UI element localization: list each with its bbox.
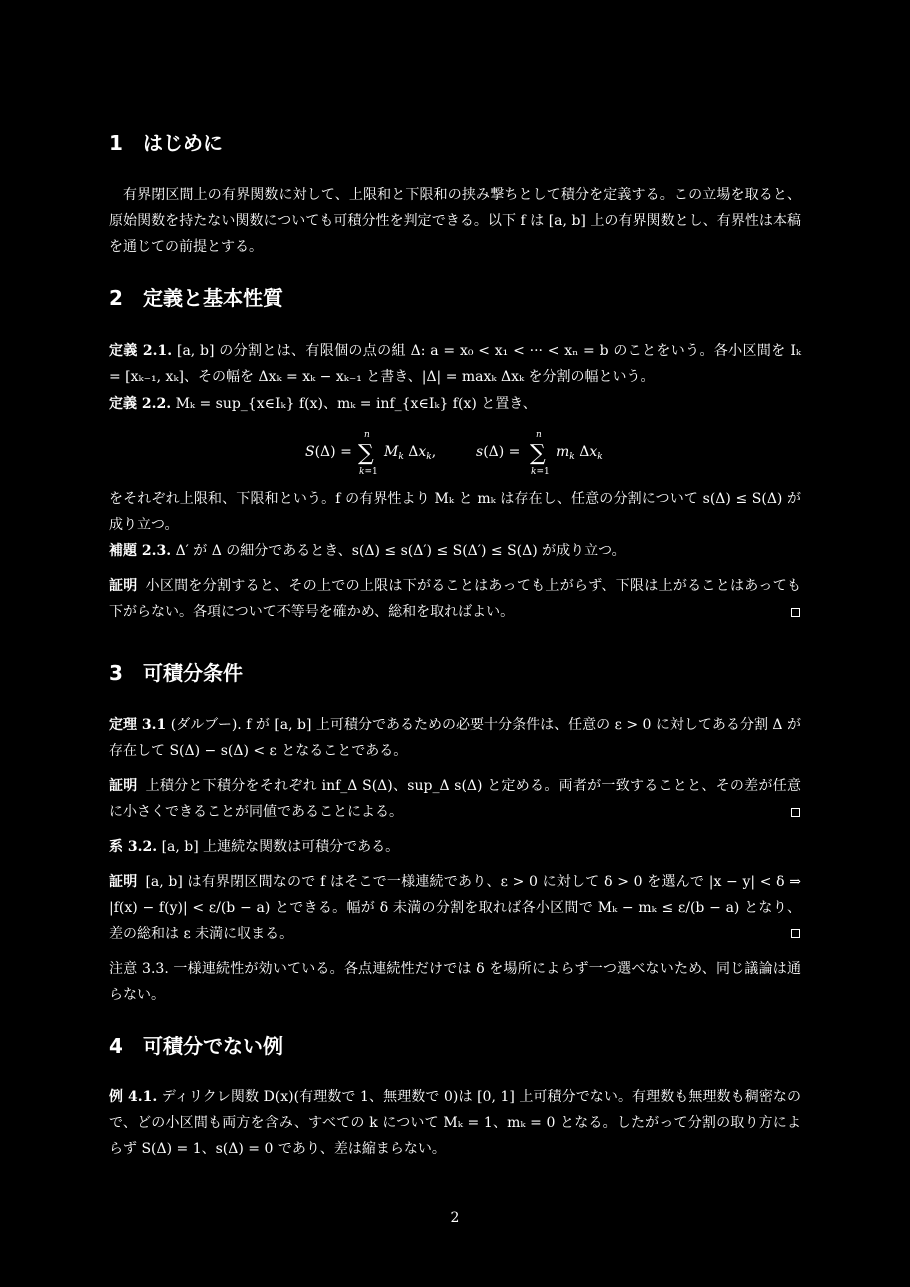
proof-label: 証明 — [109, 578, 138, 594]
proof-text: 上積分と下積分をそれぞれ inf_Δ S(Δ)、sup_Δ s(Δ) と定める。両者が一致することと、その差が任意に小さくできることが同値であることによる。 — [109, 778, 802, 820]
section-number: 1 — [109, 131, 123, 155]
section-title: 可積分でない例 — [143, 1034, 283, 1058]
definition-2-2 — [109, 391, 801, 417]
display-equation — [300, 427, 610, 477]
lower-sum-lhs: s(Δ) = — [476, 444, 521, 460]
proof-theorem-3-1 — [109, 773, 801, 825]
upper-limit: n — [364, 430, 370, 440]
definition-2-1 — [109, 338, 801, 390]
upper-sum-lhs: S(Δ) = — [305, 444, 352, 460]
qed-symbol — [791, 608, 800, 617]
corollary-label: 系 3.2. — [109, 839, 158, 855]
corollary-3-2 — [109, 834, 801, 860]
lemma-text: Δ′ が Δ の細分であるとき、s(Δ) ≤ s(Δ′) ≤ S(Δ′) ≤ S(Δ) が成り立つ。 — [175, 543, 626, 559]
lower-limit: k=1 — [359, 467, 378, 477]
remark-text: 一様連続性が効いている。各点連続性だけでは δ を場所によらず一つ選べないため、同じ議論は通らない。 — [109, 961, 801, 1003]
section-title: はじめに — [143, 131, 223, 155]
theorem-3-1 — [109, 712, 801, 764]
theorem-text: f が [a, b] 上可積分であるための必要十分条件は、任意の ε > 0 に対してある分割 Δ が存在して S(Δ) − s(Δ) < ε となることである。 — [109, 717, 801, 759]
definition-label: 定義 2.2. — [109, 396, 172, 412]
lower-limit: k=1 — [531, 467, 550, 477]
definition-label: 定義 2.1. — [109, 343, 173, 359]
section-number: 4 — [109, 1034, 123, 1058]
theorem-name: (ダルブー). — [170, 717, 242, 733]
qed-symbol — [791, 808, 800, 817]
sum-formula — [300, 427, 610, 477]
lemma-label: 補題 2.3. — [109, 543, 172, 559]
proof-text: [a, b] は有界閉区間なので f はそこで一様連続であり、ε > 0 に対して δ > 0 を選んで |x − y| < δ ⇒ |f(x) − f(y)| < ε/(b − a) とできる。幅が δ 未満の分割を取れば各小区間で Mₖ − mₖ ≤ ε/(b − a) となり、差の総和は ε 未満に収まる。 — [109, 874, 801, 942]
example-4-1 — [109, 1084, 801, 1162]
section-title: 可積分条件 — [143, 661, 243, 685]
section-title: 定義と基本性質 — [143, 286, 283, 310]
theorem-label: 定理 3.1 — [109, 717, 167, 733]
intro-paragraph: 有界閉区間上の有界関数に対して、上限和と下限和の挟み撃ちとして積分を定義する。この立場を取ると、原始関数を持たない関数についても可積分性を判定できる。以下 f は [a, b] 上の有界関数とし、有界性は本稿を通じての前提とする。 — [109, 187, 801, 255]
example-label: 例 4.1. — [109, 1089, 158, 1105]
section-2-heading — [109, 285, 283, 311]
definition-text: Mₖ = sup_{x∈Iₖ} f(x)、mₖ = inf_{x∈Iₖ} f(x) と置き、 — [175, 396, 537, 412]
sigma-symbol: ∑ — [530, 441, 546, 466]
upper-sum-rhs: $M_k$ $\Delta x_k$, — [384, 444, 437, 462]
remark-3-3 — [109, 956, 801, 1008]
page-number: 2 — [450, 1210, 460, 1226]
section-4-heading — [109, 1033, 283, 1059]
definition-2-2-continuation: をそれぞれ上限和、下限和という。f の有界性より Mₖ と mₖ は存在し、任意の分割について s(Δ) ≤ S(Δ) が成り立つ。 — [109, 491, 801, 533]
proof-corollary-3-2 — [109, 869, 801, 947]
lower-sum-rhs: $m_k$ $\Delta x_k$ — [556, 444, 603, 462]
qed-symbol — [791, 929, 800, 938]
proof-label: 証明 — [109, 778, 138, 794]
section-number: 2 — [109, 286, 123, 310]
proof-label: 証明 — [109, 874, 138, 890]
definition-text: [a, b] の分割とは、有限個の点の組 Δ: a = x₀ < x₁ < ··· < xₙ = b のことをいう。各小区間を Iₖ = [xₖ₋₁, xₖ]、その幅を Δxₖ = xₖ − xₖ₋₁ と書き、|Δ| = maxₖ Δxₖ を分割の幅という。 — [109, 343, 802, 385]
remark-label: 注意 3.3. — [109, 961, 169, 977]
proof-text: 小区間を分割すると、その上での上限は下がることはあっても上がらず、下限は上がることはあっても下がらない。各項について不等号を確かめ、総和を取ればよい。 — [109, 578, 801, 620]
example-text: ディリクレ関数 D(x)(有理数で 1、無理数で 0)は [0, 1] 上可積分でない。有理数も無理数も稠密なので、どの小区間も両方を含み、すべての k について Mₖ = 1、mₖ = 0 となる。したがって分割の取り方によらず S(Δ) = 1、s(Δ) = 0 であり、差は縮まらない。 — [109, 1089, 801, 1157]
section-number: 3 — [109, 661, 123, 685]
proof-lemma-2-3 — [109, 573, 801, 625]
sigma-symbol: ∑ — [358, 441, 374, 466]
upper-limit: n — [536, 430, 542, 440]
section-3-heading — [109, 660, 243, 686]
section-1-heading — [109, 130, 223, 156]
lemma-2-3 — [109, 538, 801, 564]
corollary-text: [a, b] 上連続な関数は可積分である。 — [161, 839, 400, 855]
